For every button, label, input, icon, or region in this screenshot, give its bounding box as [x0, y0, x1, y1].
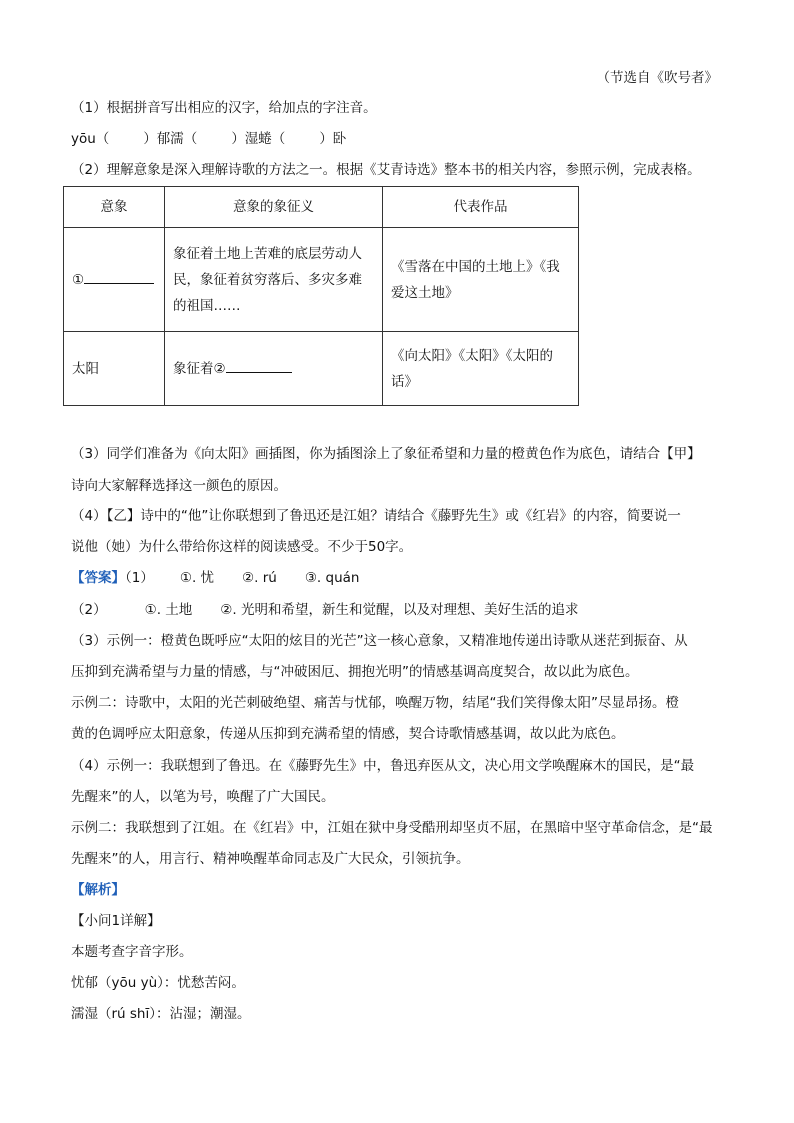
answer-4-line-1: （4）示例一：我联想到了鲁迅。在《藤野先生》中，鲁迅弃医从文，决心用文学唤醒麻木的国民，是“最	[71, 758, 695, 774]
answer-3-line-1: （3）示例一：橙黄色既呼应“太阳的炫目的光芒”这一核心意象，又精准地传递出诗歌从迷茫到振奋、从	[71, 633, 688, 649]
source-note: （节选自《吹号者》	[596, 70, 718, 86]
cell-line: 爱这土地》	[391, 284, 459, 301]
answer-num: （1）	[125, 570, 154, 586]
table-cell	[165, 228, 383, 332]
answer-item: ①. 土地	[144, 602, 193, 618]
imagery-table	[63, 186, 579, 406]
q4-line-1: （4）【乙】诗中的“他”让你联想到了鲁迅还是江姐？请结合《藤野先生》或《红岩》的内容，简要说一	[71, 508, 681, 524]
cell-line: 的祖国……	[173, 297, 241, 314]
analysis-subheading: 【小问1详解】	[71, 913, 161, 929]
q4-line-2: 说他（她）为什么带给你这样的阅读感受。不少于50字。	[71, 539, 413, 555]
answer-item: ②. rú	[242, 570, 277, 586]
analysis-line-3: 濡湿（rú shī）：沾湿；潮湿。	[71, 1006, 251, 1022]
cell-line: 象征着土地上苦难的底层劳动人	[173, 245, 362, 262]
q2-prompt: （2）理解意象是深入理解诗歌的方法之一。根据《艾青诗选》整本书的相关内容，参照示例，完成表格。	[71, 162, 701, 178]
analysis-line-2: 忧郁（yōu yù）：忧愁苦闷。	[71, 975, 245, 991]
analysis-label: 【解析】	[71, 882, 125, 898]
q1-pinyin-line	[71, 129, 346, 149]
cell-line: 《向太阳》《太阳》《太阳的	[391, 347, 553, 364]
q3-line-2: 诗向大家解释选择这一颜色的原因。	[71, 478, 287, 494]
answer-item: ①. 忧	[179, 570, 215, 586]
answer-4-line-4: 先醒来”的人，用言行、精神唤醒革命同志及广大民众，引领抗争。	[71, 851, 470, 867]
table-row	[64, 332, 579, 406]
table-header-cell: 代表作品	[383, 187, 579, 228]
analysis-line-1: 本题考查字音字形。	[71, 944, 193, 960]
fill-blank	[84, 269, 154, 284]
answer-line-1	[71, 568, 359, 588]
answer-4-line-3: 示例二：我联想到了江姐。在《红岩》中，江姐在狱中身受酷刑却坚贞不屈，在黑暗中坚守革命信念，是“最	[71, 820, 713, 836]
table-row	[64, 228, 579, 332]
table-header-row	[64, 187, 579, 228]
q1-part-3: ）湿蜷（	[231, 131, 286, 147]
answer-3-line-3: 示例二：诗歌中，太阳的光芒刺破绝望、痛苦与忧郁，唤醒万物，结尾“我们笑得像太阳”尽显昂扬。橙	[71, 695, 679, 711]
cell-line: 《雪落在中国的土地上》《我	[391, 258, 560, 275]
answer-label: 【答案】	[71, 570, 125, 586]
blank-number: ①	[72, 271, 85, 288]
cell-text: 象征着②	[173, 360, 226, 377]
table-header-cell: 意象的象征义	[165, 187, 383, 228]
table-cell	[383, 332, 579, 406]
table-cell	[165, 332, 383, 406]
q3-line-1: （3）同学们准备为《向太阳》画插图，你为插图涂上了象征希望和力量的橙黄色作为底色，请结合【甲】	[71, 446, 701, 462]
q1-prompt: （1）根据拼音写出相应的汉字，给加点的字注音。	[71, 100, 377, 116]
answer-line-2	[71, 600, 578, 620]
answer-3-line-2: 压抑到充满希望与力量的情感，与“冲破困厄、拥抱光明”的情感基调高度契合，故以此为底色。	[71, 664, 639, 680]
answer-item: ③. quán	[304, 570, 360, 586]
table-cell	[64, 228, 165, 332]
answer-item: ②. 光明和希望，新生和觉醒，以及对理想、美好生活的追求	[220, 602, 579, 618]
table-cell: 太阳	[64, 332, 165, 406]
table-header-cell: 意象	[64, 187, 165, 228]
cell-line: 民，象征着贫穷落后、多灾多难	[173, 271, 362, 288]
q1-part-4: ）卧	[319, 131, 347, 147]
cell-line: 话》	[391, 373, 418, 390]
q1-part-2: ）郁濡（	[143, 131, 198, 147]
table-cell	[383, 228, 579, 332]
fill-blank	[226, 358, 292, 373]
answer-4-line-2: 先醒来”的人，以笔为号，唤醒了广大国民。	[71, 789, 335, 805]
q1-part-1: yōu（	[71, 131, 110, 147]
answer-3-line-4: 黄的色调呼应太阳意象，传递从压抑到充满希望的情感，契合诗歌情感基调，故以此为底色。	[71, 726, 625, 742]
answer-num: （2）	[71, 602, 107, 618]
